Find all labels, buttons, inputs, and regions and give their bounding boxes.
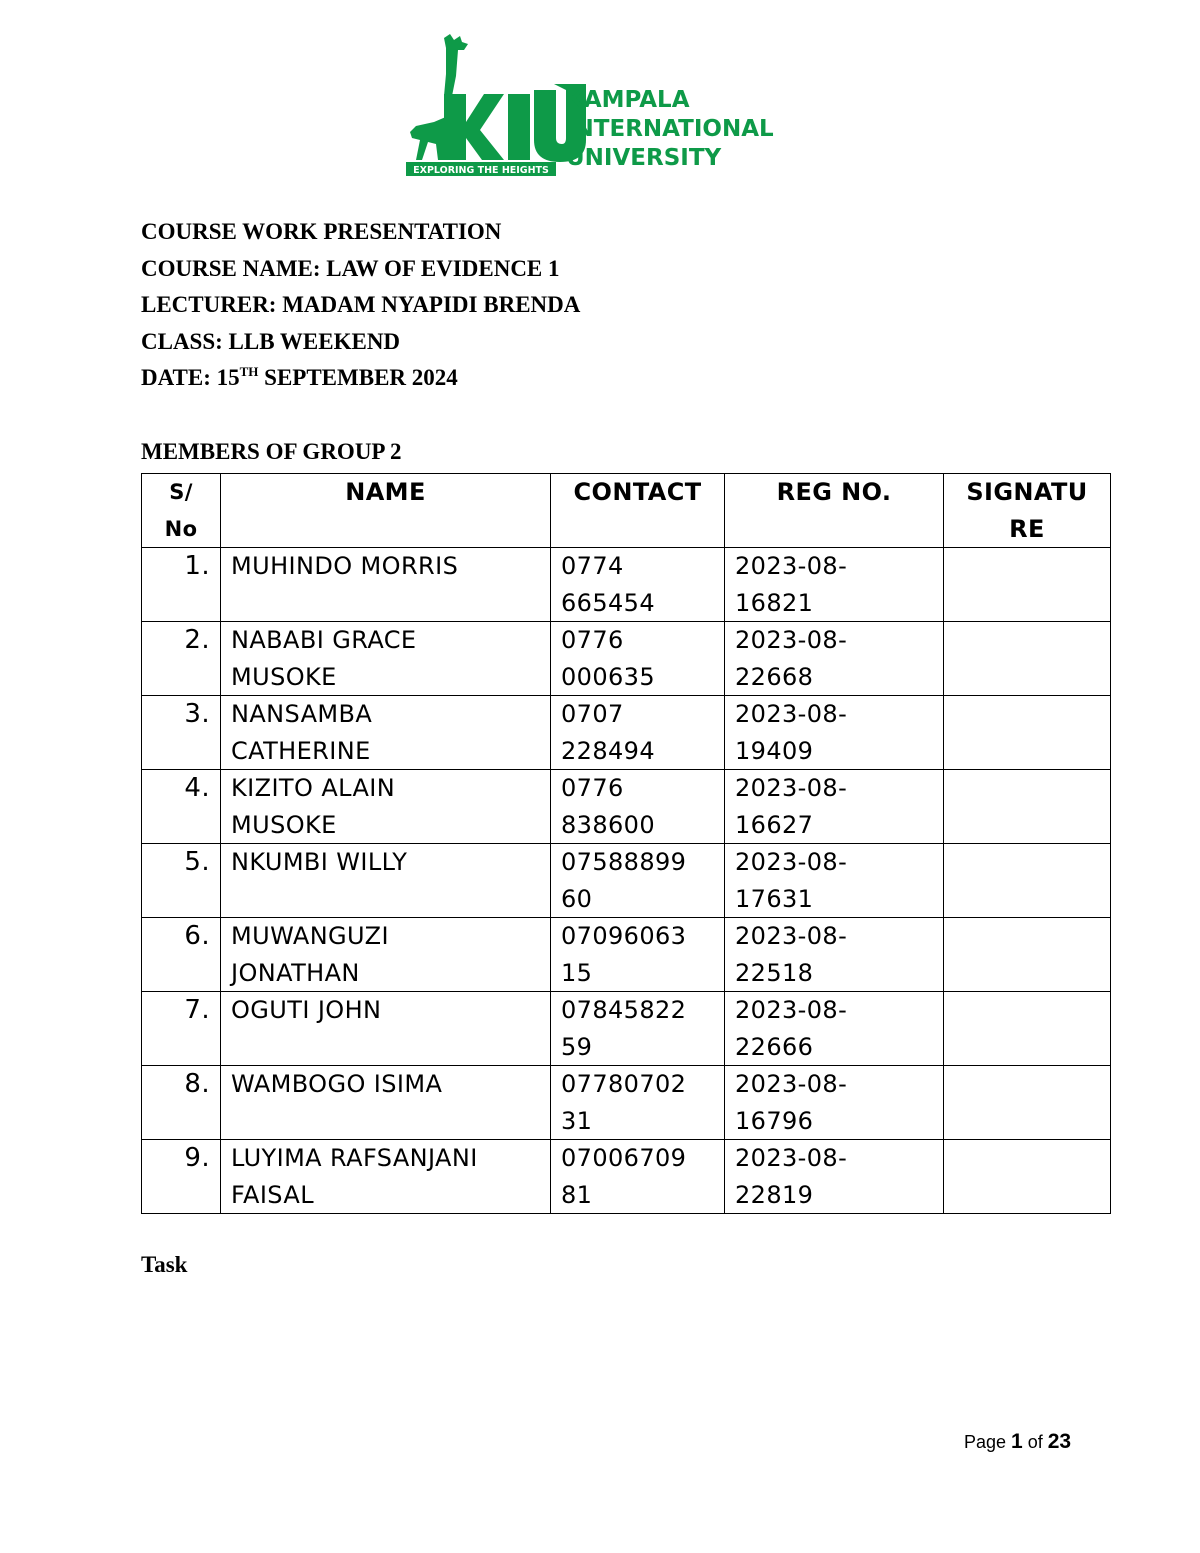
cell-name-line: OGUTI JOHN (231, 996, 382, 1024)
cell-contact (551, 918, 725, 992)
cell-reg-no-line: 2023-08- (735, 626, 848, 654)
cell-signature (944, 622, 1111, 696)
cell-sn-line: 3. (184, 699, 210, 729)
cell-name (221, 1066, 551, 1140)
cell-name-line: KIZITO ALAIN (231, 774, 396, 802)
cell-contact-line: 228494 (561, 736, 656, 765)
cell-reg-no-line: 2023-08- (735, 848, 848, 876)
cell-reg-no (725, 844, 944, 918)
cell-signature (944, 770, 1111, 844)
header-sn-line: S/ (169, 480, 193, 504)
date-ordinal: TH (239, 364, 259, 379)
cell-contact-line: 0776 (561, 626, 624, 654)
cell-sn (142, 1066, 221, 1140)
header-name: NAME (221, 474, 551, 548)
cell-signature (944, 918, 1111, 992)
course-work-title: COURSE WORK PRESENTATION (141, 219, 502, 244)
cell-signature (944, 1066, 1111, 1140)
cell-contact-line: 0707 (561, 700, 624, 728)
table-header-row (142, 474, 1111, 548)
cell-reg-no-line: 2023-08- (735, 922, 848, 950)
cell-reg-no-line: 22819 (735, 1180, 814, 1209)
table-row (142, 548, 1111, 622)
table-row (142, 1140, 1111, 1214)
cell-reg-no-line: 22666 (735, 1032, 814, 1061)
date-suffix: SEPTEMBER 2024 (258, 365, 458, 390)
cell-contact (551, 770, 725, 844)
cell-reg-no (725, 770, 944, 844)
cell-signature (944, 548, 1111, 622)
cell-reg-no (725, 622, 944, 696)
cell-signature (944, 1140, 1111, 1214)
course-name: COURSE NAME: LAW OF EVIDENCE 1 (141, 255, 560, 281)
date (141, 360, 580, 397)
cell-name-line: NKUMBI WILLY (231, 848, 408, 876)
cell-contact (551, 844, 725, 918)
cell-contact (551, 696, 725, 770)
of-word: of (1022, 1432, 1048, 1452)
cell-contact-line: 665454 (561, 588, 656, 617)
cell-name-line: NANSAMBA (231, 700, 373, 728)
cell-reg-no (725, 548, 944, 622)
cell-signature (944, 992, 1111, 1066)
header-reg-no: REG NO. (725, 474, 944, 548)
lecturer: LECTURER: MADAM NYAPIDI BRENDA (141, 292, 581, 317)
group-title: MEMBERS OF GROUP 2 (141, 439, 402, 464)
cell-contact-line: 07588899 (561, 848, 687, 876)
header-signature-line: RE (1009, 514, 1045, 543)
cell-name-line: JONATHAN (231, 958, 360, 987)
table-row (142, 844, 1111, 918)
cell-reg-no-line: 2023-08- (735, 552, 848, 580)
cell-contact-line: 07006709 (561, 1144, 687, 1172)
cell-name (221, 696, 551, 770)
cell-reg-no (725, 696, 944, 770)
cell-contact-line: 07780702 (561, 1070, 687, 1098)
presentation-info (141, 214, 580, 397)
cell-sn (142, 548, 221, 622)
cell-reg-no-line: 2023-08- (735, 700, 848, 728)
cell-contact (551, 992, 725, 1066)
university-name (566, 86, 774, 173)
cell-contact-line: 0776 (561, 774, 624, 802)
date-prefix: DATE: 15 (141, 365, 240, 390)
cell-sn-line: 5. (184, 847, 210, 877)
cell-reg-no-line: 22668 (735, 662, 814, 691)
cell-name-line: LUYIMA RAFSANJANI (231, 1144, 478, 1172)
university-name-line: INTERNATIONAL (566, 116, 774, 142)
cell-contact-line: 81 (561, 1180, 593, 1209)
cell-reg-no (725, 1066, 944, 1140)
table-row (142, 918, 1111, 992)
cell-reg-no-line: 17631 (735, 884, 814, 913)
cell-name-line: WAMBOGO ISIMA (231, 1070, 443, 1098)
cell-reg-no (725, 918, 944, 992)
current-page: 1 (1011, 1430, 1023, 1453)
cell-contact (551, 1140, 725, 1214)
table-row (142, 696, 1111, 770)
cell-contact (551, 1066, 725, 1140)
task-heading: Task (141, 1252, 188, 1277)
cell-sn (142, 1140, 221, 1214)
cell-contact-line: 07096063 (561, 922, 687, 950)
cell-contact-line: 838600 (561, 810, 656, 839)
cell-contact-line: 31 (561, 1106, 593, 1135)
cell-name (221, 548, 551, 622)
table-row (142, 622, 1111, 696)
cell-name (221, 770, 551, 844)
cell-name (221, 1140, 551, 1214)
cell-name-line: NABABI GRACE (231, 626, 417, 654)
cell-name-line: MUHINDO MORRIS (231, 552, 459, 580)
page-word: Page (964, 1432, 1012, 1452)
cell-name-line: MUSOKE (231, 662, 337, 691)
cell-sn (142, 844, 221, 918)
cell-reg-no-line: 19409 (735, 736, 814, 765)
header-sn (142, 474, 221, 548)
cell-sn (142, 918, 221, 992)
cell-signature (944, 844, 1111, 918)
cell-reg-no-line: 2023-08- (735, 774, 848, 802)
table-row (142, 1066, 1111, 1140)
cell-contact-line: 0774 (561, 552, 624, 580)
total-pages: 23 (1047, 1430, 1072, 1453)
cell-name (221, 622, 551, 696)
cell-name-line: FAISAL (231, 1180, 314, 1209)
table-row (142, 992, 1111, 1066)
cell-reg-no-line: 22518 (735, 958, 814, 987)
cell-contact-line: 07845822 (561, 996, 687, 1024)
header-contact: CONTACT (551, 474, 725, 548)
class: CLASS: LLB WEEKEND (141, 328, 401, 354)
cell-contact (551, 548, 725, 622)
cell-name (221, 844, 551, 918)
table-row (142, 770, 1111, 844)
cell-contact (551, 622, 725, 696)
cell-sn (142, 622, 221, 696)
cell-name-line: MUSOKE (231, 810, 337, 839)
cell-contact-line: 60 (561, 884, 593, 913)
cell-reg-no (725, 1140, 944, 1214)
cell-sn-line: 7. (184, 995, 210, 1025)
members-table-body (142, 548, 1111, 1214)
cell-reg-no-line: 2023-08- (735, 1144, 848, 1172)
cell-sn (142, 696, 221, 770)
cell-reg-no-line: 16821 (735, 588, 814, 617)
cell-sn-line: 6. (184, 921, 210, 951)
cell-sn (142, 992, 221, 1066)
cell-sn-line: 8. (184, 1069, 210, 1099)
cell-reg-no-line: 2023-08- (735, 996, 848, 1024)
cell-name-line: MUWANGUZI (231, 922, 389, 950)
cell-sn-line: 4. (184, 773, 210, 803)
cell-sn (142, 770, 221, 844)
cell-sn-line: 2. (184, 625, 210, 655)
cell-reg-no-line: 16796 (735, 1106, 814, 1135)
members-table (141, 473, 1111, 1214)
header-sn-line: No (164, 516, 198, 541)
cell-name (221, 918, 551, 992)
cell-reg-no (725, 992, 944, 1066)
cell-reg-no-line: 2023-08- (735, 1070, 848, 1098)
header-signature (944, 474, 1111, 548)
cell-contact-line: 15 (561, 958, 593, 987)
logo-tagline: EXPLORING THE HEIGHTS (413, 165, 549, 176)
cell-sn-line: 1. (184, 551, 210, 581)
header-signature-line: SIGNATU (966, 478, 1088, 506)
cell-name-line: CATHERINE (231, 736, 371, 765)
cell-signature (944, 696, 1111, 770)
cell-contact-line: 000635 (561, 662, 656, 691)
cell-reg-no-line: 16627 (735, 810, 814, 839)
university-name-line: KAMPALA (566, 87, 690, 113)
cell-name (221, 992, 551, 1066)
cell-sn-line: 9. (184, 1143, 210, 1173)
page-number (964, 1430, 1071, 1454)
university-name-line: UNIVERSITY (566, 145, 722, 171)
cell-contact-line: 59 (561, 1032, 593, 1061)
